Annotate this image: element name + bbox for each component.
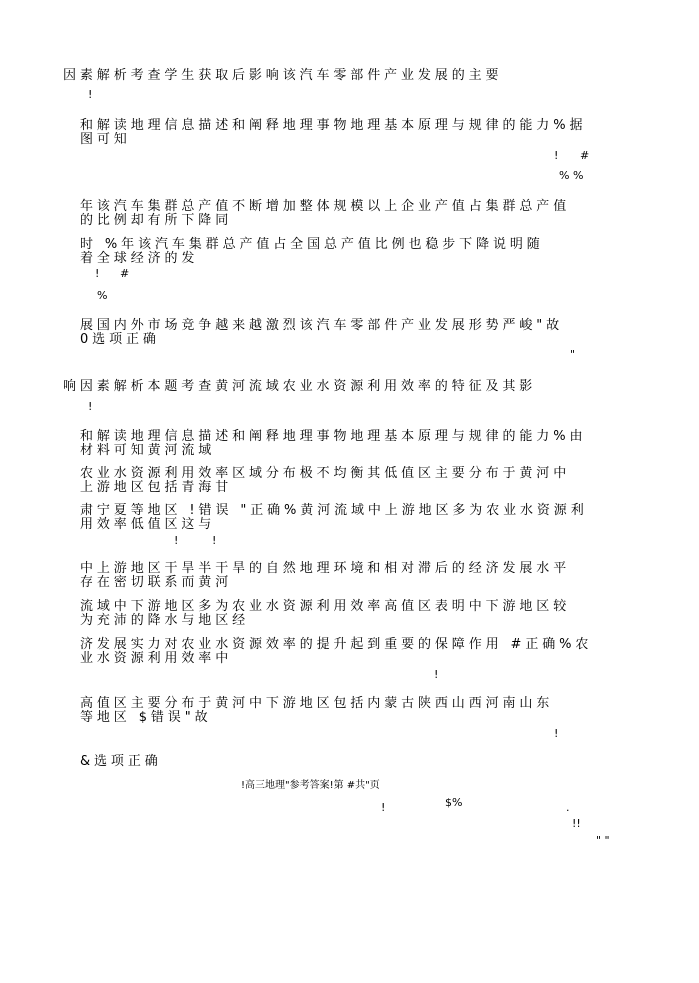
footer-mark: !! (572, 817, 581, 830)
question-2-line: 高值区主要分布于黄河中下游地区包括内蒙古陕西山西河南山东 (80, 696, 554, 711)
question-2-line: 和解读地理信息描述和阐释地理事物地理基本原理与规律的能力%由 (80, 429, 587, 444)
question-1-mark: % % (559, 169, 584, 182)
question-1-mark: ! (88, 88, 93, 101)
question-2-line: 等地区 $错误"故 (80, 710, 212, 725)
question-2-answer: &选项正确 (80, 754, 162, 769)
question-2-mark: ! (174, 534, 179, 547)
footer-mark: . (566, 801, 570, 814)
question-2-line: 业水资源利用效率中 (80, 651, 233, 666)
question-1-mark: ! (95, 267, 100, 280)
question-1-mark: ! (554, 149, 559, 162)
question-2-line: 用效率低值区这与 (80, 517, 216, 532)
question-1-line: 着全球经济的发 (80, 251, 199, 266)
footer-mark: " " (596, 834, 610, 847)
question-1-answer: 0选项正确 (80, 332, 160, 347)
question-1-line: 的比例却有所下降同 (80, 213, 233, 228)
footer-mark: ! (381, 801, 386, 814)
question-2-line: 为充沛的降水与地区经 (80, 613, 250, 628)
question-2-line: 中上游地区干旱半干旱的自然地理环境和相对滞后的经济发展水平 (80, 561, 571, 576)
footer-text: !高三地理"参考答案!第 #共"页 (241, 780, 380, 791)
question-2-heading: 响因素解析本题考查黄河流域农业水资源利用效率的特征及其影 (63, 379, 537, 394)
question-1-heading: 因素解析考查学生获取后影响该汽车零部件产业发展的主要 (63, 68, 503, 83)
question-1-mark: # (580, 149, 590, 162)
question-2-line: 存在密切联系而黄河 (80, 575, 233, 590)
question-2-line: 上游地区包括青海甘 (80, 480, 233, 495)
question-2-line: 肃宁夏等地区 !错误 "正确%黄河流域中上游地区多为农业水资源利 (80, 503, 588, 518)
question-1-line: 和解读地理信息描述和阐释地理事物地理基本原理与规律的能力%据 (80, 118, 587, 133)
question-2-line: 材料可知黄河流域 (80, 443, 216, 458)
question-2-mark: ! (554, 727, 559, 740)
question-2-line: 农业水资源利用效率区域分布极不均衡其低值区主要分布于黄河中 (80, 466, 571, 481)
question-2-mark: ! (88, 400, 93, 413)
question-2-mark: ! (434, 668, 439, 681)
question-1-mark: " (570, 348, 576, 361)
question-1-line: 展国内外市场竞争越来越激烈该汽车零部件产业发展形势严峻"故 (80, 318, 564, 333)
question-1-line: 时 %年该汽车集群总产值占全国总产值比例也稳步下降说明随 (80, 237, 544, 252)
question-1-mark: % (97, 289, 108, 302)
question-2-mark: ! (212, 534, 217, 547)
footer-mark: $% (445, 796, 463, 809)
question-1-line: 年该汽车集群总产值不断增加整体规模以上企业产值占集群总产值 (80, 199, 571, 214)
question-2-line: 济发展实力对农业水资源效率的提升起到重要的保障作用 #正确%农 (80, 637, 593, 652)
question-1-mark: # (120, 267, 130, 280)
question-1-line: 图可知 (80, 132, 131, 147)
question-2-line: 流域中下游地区多为农业水资源利用效率高值区表明中下游地区较 (80, 599, 571, 614)
